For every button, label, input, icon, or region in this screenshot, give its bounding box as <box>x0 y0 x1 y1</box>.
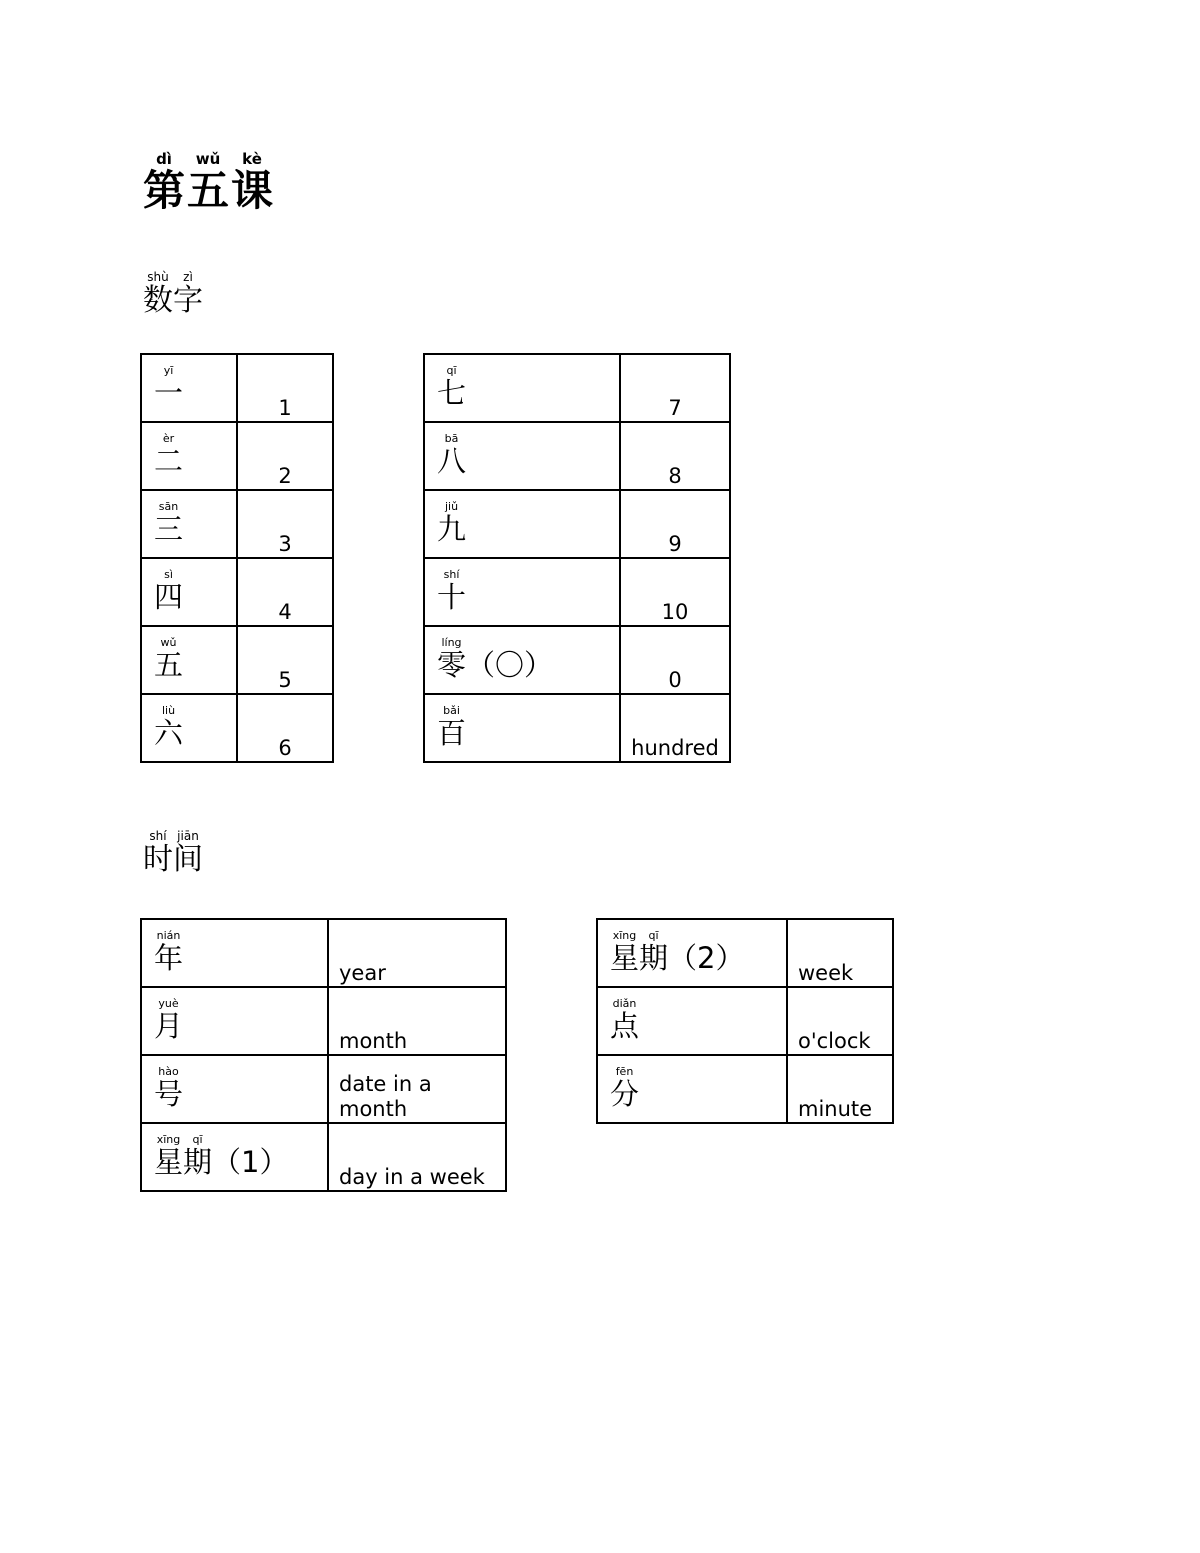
vocab-hanzi: 百 <box>437 716 467 750</box>
vocab-meaning: day in a week <box>339 1164 485 1189</box>
vocab-pinyin: bā <box>444 432 459 445</box>
vocab-meaning-cell <box>237 558 333 626</box>
vocab-meaning-cell <box>620 558 730 626</box>
vocab-pinyin: qī <box>446 364 457 377</box>
vocab-pinyin: xīng <box>612 929 637 942</box>
title-hanzi: 课 <box>231 166 274 215</box>
title-hanzi: 五 <box>187 166 230 215</box>
vocab-term-cell <box>424 558 620 626</box>
vocab-hanzi: 三 <box>154 512 184 546</box>
vocab-row <box>424 694 730 762</box>
vocab-row <box>141 1123 506 1191</box>
vocab-note: （〇） <box>466 648 554 682</box>
vocab-meaning-cell <box>328 1055 506 1123</box>
vocab-word <box>610 1066 639 1109</box>
title-hanzi: 第 <box>143 166 186 215</box>
vocab-term-cell <box>141 422 237 490</box>
vocab-term-cell <box>424 422 620 490</box>
vocab-row <box>141 1055 506 1123</box>
vocab-term-cell <box>141 1055 328 1123</box>
title-pinyin: dì <box>156 150 172 168</box>
heading-word <box>143 271 173 316</box>
vocab-word <box>154 1134 183 1177</box>
heading-hanzi: 字 <box>173 283 203 318</box>
vocab-row <box>141 694 333 762</box>
vocab-hanzi: 点 <box>610 1009 640 1043</box>
vocab-meaning: 4 <box>278 599 292 624</box>
vocab-term <box>425 423 619 476</box>
vocab-hanzi: 九 <box>437 512 467 546</box>
vocab-meaning-cell <box>787 1055 893 1123</box>
vocab-hanzi: 二 <box>154 444 184 478</box>
vocab-term-cell <box>424 694 620 762</box>
vocab-row <box>597 1055 893 1123</box>
vocab-term <box>425 627 619 680</box>
vocab-meaning-cell <box>237 490 333 558</box>
vocab-hanzi: 年 <box>154 941 184 975</box>
vocab-meaning-cell <box>620 354 730 422</box>
vocab-meaning-cell <box>787 987 893 1055</box>
heading-hanzi: 时 <box>143 842 173 877</box>
vocab-term <box>142 423 236 476</box>
vocab-hanzi: 零 <box>437 648 467 682</box>
vocab-term <box>142 1056 327 1109</box>
heading-pinyin: zì <box>183 270 193 284</box>
vocab-word <box>154 569 183 612</box>
vocab-term <box>425 695 619 748</box>
title-pinyin: wǔ <box>195 150 221 168</box>
vocab-term <box>598 988 786 1041</box>
vocab-term-cell <box>141 558 237 626</box>
vocab-hanzi: 六 <box>154 716 184 750</box>
vocab-term <box>142 695 236 748</box>
vocab-note: （2） <box>668 941 745 975</box>
vocab-word <box>154 705 183 748</box>
vocab-term-cell <box>424 626 620 694</box>
vocab-pinyin: shí <box>443 568 460 581</box>
vocab-hanzi: 一 <box>154 376 184 410</box>
vocab-meaning: 8 <box>668 463 682 488</box>
vocab-word <box>154 930 183 973</box>
vocab-term <box>425 491 619 544</box>
heading-word <box>143 830 173 875</box>
vocab-pinyin: èr <box>162 432 175 445</box>
vocab-word <box>183 1134 212 1177</box>
vocab-term-cell <box>141 919 328 987</box>
vocab-pinyin: yuè <box>158 997 179 1010</box>
vocab-term-cell <box>141 1123 328 1191</box>
numbers-heading <box>143 271 203 316</box>
vocab-meaning: hundred <box>631 735 719 760</box>
vocab-term <box>425 355 619 408</box>
vocab-meaning: 5 <box>278 667 292 692</box>
time-table-right <box>596 918 894 1124</box>
vocab-meaning-cell <box>620 422 730 490</box>
vocab-row <box>141 558 333 626</box>
vocab-meaning: minute <box>798 1096 873 1121</box>
vocab-pinyin: liù <box>161 704 176 717</box>
vocab-hanzi: 分 <box>610 1077 640 1111</box>
vocab-row <box>141 354 333 422</box>
vocab-word <box>154 433 183 476</box>
lesson-title <box>143 150 275 215</box>
vocab-pinyin: xīng <box>156 1133 181 1146</box>
vocab-pinyin: hào <box>158 1065 179 1078</box>
heading-pinyin: shí <box>149 829 167 843</box>
vocab-meaning-cell <box>787 919 893 987</box>
vocab-hanzi: 四 <box>154 580 184 614</box>
vocab-row <box>597 919 893 987</box>
vocab-pinyin: qī <box>648 929 659 942</box>
vocab-meaning: o'clock <box>798 1028 871 1053</box>
time-table-left <box>140 918 507 1192</box>
vocab-word <box>437 569 466 612</box>
vocab-meaning: 7 <box>668 395 682 420</box>
vocab-hanzi: 期 <box>639 941 669 975</box>
vocab-meaning-cell <box>237 694 333 762</box>
vocab-row <box>424 354 730 422</box>
vocab-hanzi: 星 <box>154 1145 184 1179</box>
heading-word <box>173 830 203 875</box>
vocab-meaning: 2 <box>278 463 292 488</box>
vocab-row <box>424 626 730 694</box>
vocab-word <box>437 501 466 544</box>
vocab-hanzi: 期 <box>183 1145 213 1179</box>
vocab-meaning: 1 <box>278 395 292 420</box>
vocab-row <box>141 422 333 490</box>
time-heading <box>143 830 203 875</box>
vocab-term <box>142 1124 327 1177</box>
vocab-meaning-cell <box>620 626 730 694</box>
vocab-term-cell <box>597 1055 787 1123</box>
vocab-hanzi: 号 <box>154 1077 184 1111</box>
vocab-word <box>437 433 466 476</box>
vocab-meaning: 0 <box>668 667 682 692</box>
vocab-meaning-cell <box>328 1123 506 1191</box>
vocab-meaning: date in a month <box>339 1071 432 1121</box>
vocab-term <box>142 559 236 612</box>
vocab-row <box>141 987 506 1055</box>
heading-hanzi: 数 <box>143 283 173 318</box>
vocab-word <box>154 1066 183 1109</box>
vocab-meaning-cell <box>237 626 333 694</box>
vocab-word <box>437 705 466 748</box>
title-pinyin: kè <box>242 150 262 168</box>
heading-word <box>173 271 203 316</box>
vocab-meaning: 10 <box>661 599 689 624</box>
vocab-word <box>154 365 183 408</box>
vocab-meaning-cell <box>237 354 333 422</box>
vocab-term <box>142 491 236 544</box>
vocab-hanzi: 星 <box>610 941 640 975</box>
vocab-pinyin: jiǔ <box>444 500 459 513</box>
vocab-hanzi: 十 <box>437 580 467 614</box>
vocab-pinyin: nián <box>156 929 181 942</box>
vocab-hanzi: 五 <box>154 648 184 682</box>
heading-pinyin: jiān <box>177 829 199 843</box>
vocab-term <box>142 920 327 973</box>
vocab-term-cell <box>141 987 328 1055</box>
vocab-term-cell <box>141 626 237 694</box>
vocab-term-cell <box>424 354 620 422</box>
vocab-meaning-cell <box>620 694 730 762</box>
vocab-term <box>142 355 236 408</box>
vocab-meaning-cell <box>237 422 333 490</box>
vocab-meaning-cell <box>328 919 506 987</box>
vocab-word <box>610 930 639 973</box>
vocab-hanzi: 七 <box>437 376 467 410</box>
vocab-pinyin: fēn <box>615 1065 634 1078</box>
vocab-pinyin: líng <box>441 636 462 649</box>
vocab-term-cell <box>141 694 237 762</box>
vocab-meaning: week <box>798 960 854 985</box>
vocab-word <box>437 365 466 408</box>
title-word <box>143 150 186 215</box>
vocab-meaning: 9 <box>668 531 682 556</box>
title-word <box>187 150 230 215</box>
vocab-note: （1） <box>212 1145 289 1179</box>
vocab-meaning: 6 <box>278 735 292 760</box>
vocab-row <box>597 987 893 1055</box>
heading-hanzi: 间 <box>173 842 203 877</box>
vocab-meaning: 3 <box>278 531 292 556</box>
vocab-term <box>142 627 236 680</box>
vocab-hanzi: 八 <box>437 444 467 478</box>
numbers-table-right <box>423 353 731 763</box>
vocab-term-cell <box>141 490 237 558</box>
vocab-term <box>425 559 619 612</box>
vocab-pinyin: yī <box>163 364 174 377</box>
vocab-row <box>141 626 333 694</box>
vocab-meaning-cell <box>620 490 730 558</box>
vocab-word <box>154 637 183 680</box>
vocab-term-cell <box>424 490 620 558</box>
vocab-word <box>437 637 466 680</box>
vocab-row <box>141 490 333 558</box>
vocab-pinyin: sān <box>158 500 179 513</box>
vocab-pinyin: diǎn <box>612 997 637 1010</box>
vocab-term-cell <box>141 354 237 422</box>
vocab-term <box>598 920 786 973</box>
vocab-term-cell <box>597 919 787 987</box>
vocab-row <box>424 558 730 626</box>
title-word <box>231 150 274 215</box>
vocab-row <box>424 422 730 490</box>
vocab-hanzi: 月 <box>154 1009 184 1043</box>
vocab-meaning: month <box>339 1028 408 1053</box>
vocab-term <box>598 1056 786 1109</box>
heading-pinyin: shù <box>147 270 169 284</box>
vocab-word <box>639 930 668 973</box>
vocab-row <box>141 919 506 987</box>
vocab-pinyin: sì <box>164 568 173 581</box>
vocab-pinyin: wǔ <box>160 636 177 649</box>
vocab-word <box>154 998 183 1041</box>
vocab-pinyin: qī <box>192 1133 203 1146</box>
vocab-word <box>154 501 183 544</box>
vocab-row <box>424 490 730 558</box>
vocab-meaning: year <box>339 960 386 985</box>
vocab-term-cell <box>597 987 787 1055</box>
vocab-word <box>610 998 639 1041</box>
vocab-pinyin: bǎi <box>443 704 460 717</box>
numbers-table-left <box>140 353 334 763</box>
vocab-term <box>142 988 327 1041</box>
vocab-meaning-cell <box>328 987 506 1055</box>
